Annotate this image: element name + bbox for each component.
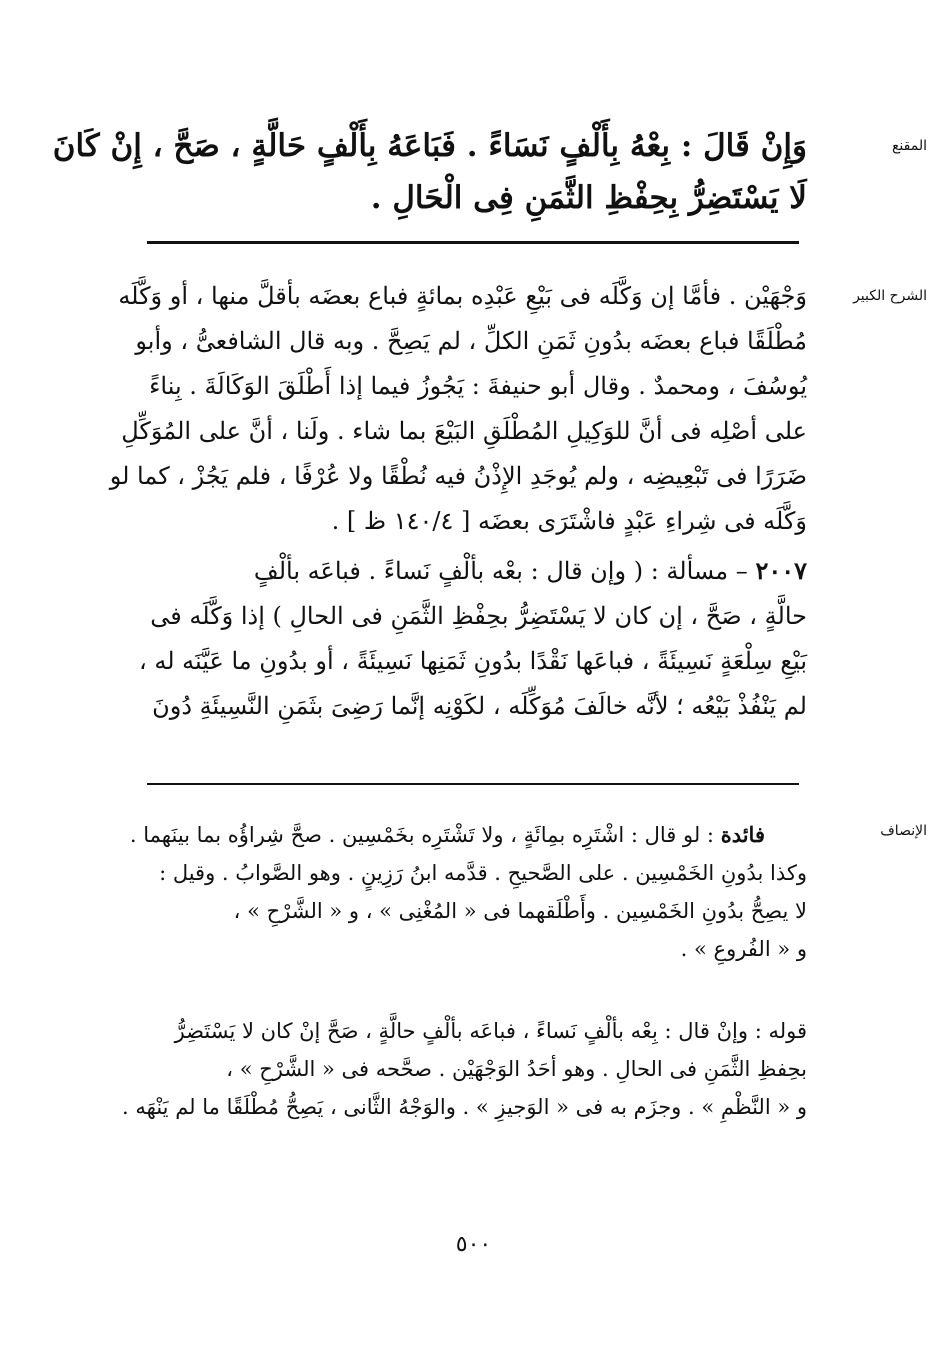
page-number: ٥٠٠ <box>455 1232 492 1257</box>
insaf-faida <box>129 816 807 968</box>
insaf-line-text: : لو قال : اشْتَرِه بمِائَةٍ ، ولا تَشْتَرِه بخَمْسِين . صحَّ شِراؤُه بما بينَهما . <box>129 823 714 847</box>
sharh-line: مُطْلَقًا فباع بعضَه بدُونِ ثَمَنِ الكلِّ ، لم يَصِحَّ . وبه قال الشافعىُّ ، وأبو <box>135 327 807 355</box>
label-muqni: المقنع <box>891 138 927 154</box>
muqni-text <box>52 120 807 224</box>
label-sharh: الشرح الكبير <box>853 288 927 304</box>
section-divider-thin <box>147 783 799 785</box>
sharh-line: لم يَنْفُذْ بَيْعُه ؛ لأنَّه خالَفَ مُوَكِّلَه ، لكَوْنِه إنَّما رَضِىَ بثَمَنِ النَّسِيئَةِ دُونَ <box>152 692 807 720</box>
sharh-line: بَيْعِ سِلْعَةٍ نَسِيئَةً ، فباعَها نَقْدًا بدُونِ ثَمَنِها نَسِيئَةً ، أو بدُونِ ما عَيَّنَه له ، <box>139 647 807 675</box>
insaf-line: وكذا بدُونِ الخَمْسِين . على الصَّحيحِ . قدَّمه ابنُ رَزِينٍ . وهو الصَّوابُ . وقيل : <box>159 861 807 885</box>
sharh-line: على أصْلِه فى أنَّ للوَكِيلِ المُطْلَقِ البَيْعَ بما شاء . ولَنا ، أنَّ على المُوَكِّلِ <box>121 417 807 445</box>
issue-number: ٢٠٠٧ <box>755 556 807 585</box>
faida-label: فائدة <box>720 822 765 847</box>
sharh-line: ضَرَرًا فى تَبْعِيضِه ، ولم يُوجَدِ الإِذْنُ فيه نُطْقًا ولا عُرْفًا ، فلم يَجُزْ ، كما لو <box>109 462 807 490</box>
issue-heading: – مسألة : ( وإن قال : بعْه بألْفٍ نَساءً . فباعَه بألْفٍ <box>253 557 748 585</box>
insaf-line: بحِفظِ الثَّمَنِ فى الحالِ . وهو أحَدُ الوَجْهَيْن . صحَّحه فى « الشَّرْحِ » ، <box>226 1057 807 1081</box>
sharh-line: حالَّةٍ ، صَحَّ ، إن كان لا يَسْتَضِرُّ بحِفْظِ الثَّمَنِ فى الحالِ ) إذا وَكَّلَه فى <box>150 602 807 630</box>
issue-line <box>137 548 807 594</box>
insaf-line: قوله : وإنْ قال : بِعْه بألْفٍ نَساءً ، فباعَه بألْفٍ حالَّةٍ ، صَحَّ إنْ كان لا يَسْتَضِرُّ <box>174 1019 807 1043</box>
muqni-line: لَا يَسْتَضِرُّ بِحِفْظِ الثَّمَنِ فِى الْحَالِ . <box>370 180 807 216</box>
section-divider-thick <box>147 241 799 244</box>
label-insaf: الإنصاف <box>880 823 927 839</box>
muqni-line: وَإِنْ قَالَ : بِعْهُ بِأَلْفٍ نَسَاءً . فَبَاعَهُ بِأَلْفٍ حَالَّةٍ ، صَحَّ ، إِنْ كَانَ <box>52 128 807 164</box>
insaf-qawluh <box>122 1012 807 1126</box>
insaf-line: و « الفُروعِ » . <box>680 937 807 961</box>
sharh-line: وَجْهَيْن . فأمَّا إن وَكَّلَه فى بَيْعِ عَبْدِه بمائةٍ فباع بعضَه بأقلَّ منها ، أو وَكَّلَه <box>118 282 807 310</box>
sharh-line: وَكَّلَه فى شِراءِ عَبْدٍ فاشْتَرَى بعضَه [ ١٤٠/٤ ظ ] . <box>331 507 807 535</box>
insaf-line: لا يصِحُّ بدُونِ الخَمْسِين . وأَطْلَقهما فى « المُغْنِى » ، و « الشَّرْحِ » ، <box>233 899 807 923</box>
sharh-text <box>109 274 807 729</box>
insaf-line: و « النَّظْمِ » . وجزَم به فى « الوَجيزِ » . والوَجْهُ الثَّانى ، يَصِحُّ مُطْلَقًا ما لم يَنْهَه . <box>122 1095 807 1119</box>
insaf-line <box>129 816 807 854</box>
sharh-line: يُوسُفَ ، ومحمدٌ . وقال أبو حنيفةَ : يَجُوزُ فيما إذا أَطْلَقَ الوَكَالَةَ . بِناءً <box>149 372 807 400</box>
